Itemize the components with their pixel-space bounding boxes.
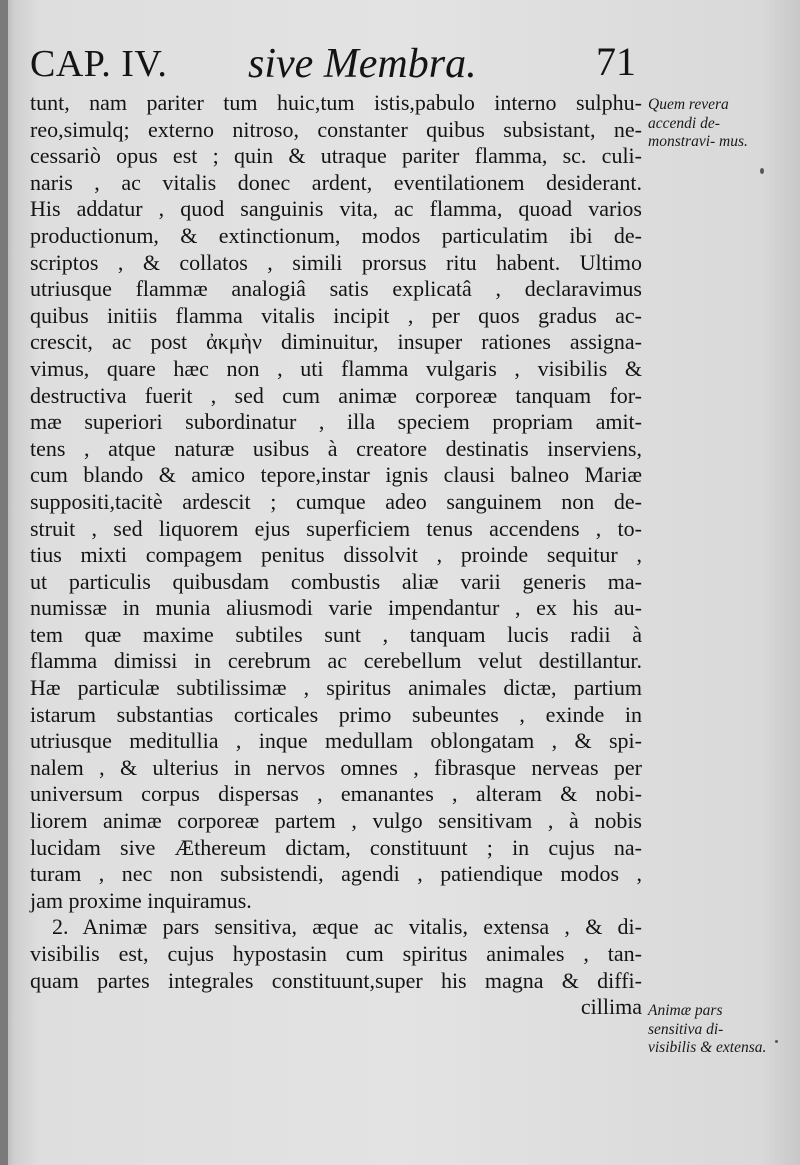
main-text-block xyxy=(30,90,642,1021)
text-line: flamma dimissi in cerebrum ac cerebellum velut destillantur. xyxy=(30,648,642,674)
marginal-note: Animæ pars sensitiva di- visibilis & extensa. xyxy=(648,1002,767,1056)
text-line: reo,simulq; externo nitroso, constanter quibus subsistant, ne- xyxy=(30,116,642,142)
page-gutter-shadow xyxy=(0,0,8,1165)
page-header xyxy=(30,38,636,88)
text-line: quibus initiis flamma vitalis incipit , per quos gradus ac- xyxy=(30,302,642,328)
text-line: nalem , & ulterius in nervos omnes , fibrasque nerveas per xyxy=(30,754,642,780)
text-line: Hæ particulæ subtilissimæ , spiritus animales dictæ, partium xyxy=(30,675,642,701)
chapter-label: CAP. IV. xyxy=(30,43,168,85)
text-line: lucidam sive Æthereum dictam, constituunt ; in cujus na- xyxy=(30,834,642,860)
text-line: istarum substantias corticales primo subeuntes , exinde in xyxy=(30,701,642,727)
ink-speck xyxy=(775,1040,778,1043)
page-number: 71 xyxy=(596,39,636,84)
text-line: utriusque meditullia , inque medullam oblongatam , & spi- xyxy=(30,728,642,754)
text-line: crescit, ac post ἀκμὴν diminuitur, insuper rationes assigna- xyxy=(30,329,642,355)
text-line: scriptos , & collatos , simili prorsus ritu habent. Ultimo xyxy=(30,249,642,275)
text-line: His addatur , quod sanguinis vita, ac flamma, quoad varios xyxy=(30,196,642,222)
text-line: numissæ in munia aliusmodi varie impendantur , ex his au- xyxy=(30,595,642,621)
running-title: sive Membra. xyxy=(248,41,477,87)
text-line: 2. Animæ pars sensitiva, æque ac vitalis, extensa , & di- xyxy=(52,914,642,940)
text-line: naris , ac vitalis donec ardent, eventilationem desiderant. xyxy=(30,169,642,195)
text-line: utriusque flammæ analogiâ satis explicatâ , declaravimus xyxy=(30,276,642,302)
marginal-note: Quem revera accendi de- monstravi- mus. xyxy=(648,96,748,150)
text-line: destructiva fuerit , sed cum animæ corporeæ tanquam for- xyxy=(30,382,642,408)
text-line: visibilis est, cujus hypostasin cum spiritus animales , tan- xyxy=(30,941,642,966)
text-line: turam , nec non subsistendi, agendi , patiendique modos , xyxy=(30,861,642,887)
catchword: cillima xyxy=(580,994,642,1020)
ink-speck xyxy=(760,168,764,174)
text-line: tens , atque naturæ usibus à creatore destinatis inserviens, xyxy=(30,435,642,461)
text-line: liorem animæ corporeæ partem , vulgo sensitivam , à nobis xyxy=(30,808,642,834)
text-line: tunt, nam pariter tum huic,tum istis,pabulo interno sulphu- xyxy=(30,90,642,115)
text-line: quam partes integrales constituunt,super his magna & diffi- xyxy=(30,967,642,993)
text-line: productionum, & extinctionum, modos particulatim ibi de- xyxy=(30,222,642,248)
text-line: universum corpus dispersas , emanantes , alteram & nobi- xyxy=(30,781,642,807)
text-line: jam proxime inquiramus. xyxy=(30,887,252,913)
text-line: vimus, quare hæc non , uti flamma vulgaris , visibilis & xyxy=(30,355,642,381)
text-line: ut particulis quibusdam combustis aliæ varii generis ma- xyxy=(30,568,642,594)
text-line: struit , sed liquorem ejus superficiem tenus accendens , to- xyxy=(30,515,642,541)
text-line: cum blando & amico tepore,instar ignis clausi balneo Mariæ xyxy=(30,462,642,488)
text-line: suppositi,tacitè ardescit ; cumque adeo sanguinem non de- xyxy=(30,488,642,514)
text-line: cessariò opus est ; quin & utraque pariter flamma, sc. culi- xyxy=(30,143,642,169)
text-line: tem quæ maxime subtiles sunt , tanquam lucis radii à xyxy=(30,621,642,647)
text-line: mæ superiori subordinatur , illa speciem propriam amit- xyxy=(30,409,642,435)
text-line: tius mixti compagem penitus dissolvit , proinde sequitur , xyxy=(30,542,642,568)
